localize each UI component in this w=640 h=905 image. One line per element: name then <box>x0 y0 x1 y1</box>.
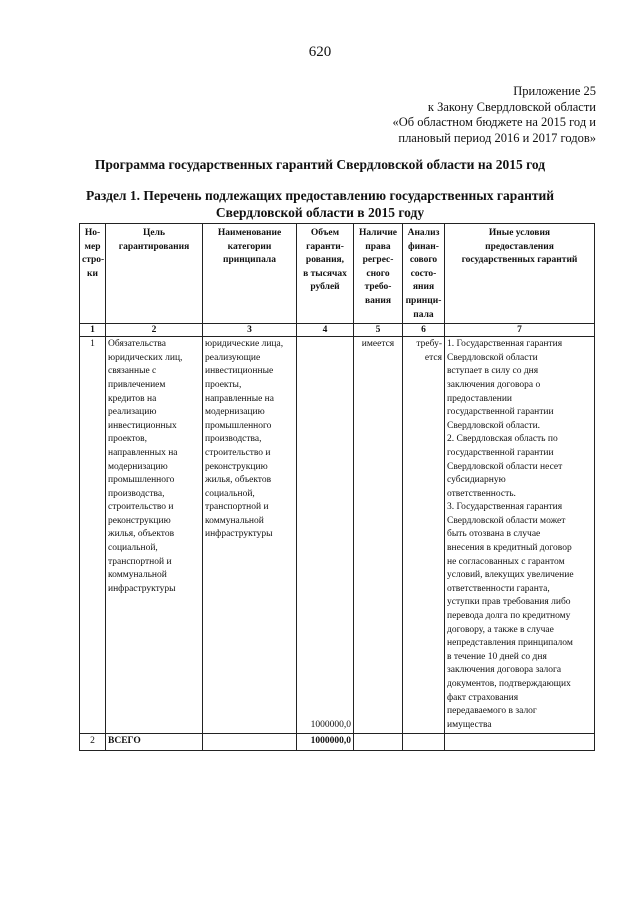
volume-cell: 1000000,0 <box>297 337 354 734</box>
annex-line: «Об областном бюджете на 2015 год и <box>392 115 596 129</box>
regress-cell: имеется <box>354 337 403 734</box>
row-number: 1 <box>80 337 106 734</box>
column-number: 1 <box>80 324 106 337</box>
header-purpose: Цель гарантирования <box>106 224 203 324</box>
total-volume: 1000000,0 <box>297 734 354 751</box>
section-title <box>0 187 640 221</box>
section-title-line: Свердловской области в 2015 году <box>215 205 425 220</box>
page-number: 620 <box>308 44 332 60</box>
column-number: 7 <box>445 324 595 337</box>
table-row <box>80 337 595 734</box>
table-header-row <box>80 224 595 324</box>
section-title-line: Раздел 1. Перечень подлежащих предоставлению государственных гарантий <box>85 188 555 203</box>
column-number: 4 <box>297 324 354 337</box>
header-volume: Объем гаранти- рования, в тысячах рублей <box>297 224 354 324</box>
column-number: 2 <box>106 324 203 337</box>
empty-cell <box>403 734 445 751</box>
empty-cell <box>354 734 403 751</box>
annex-block <box>296 84 596 146</box>
header-analysis: Анализ финан- сового состо- яния принци- пала <box>403 224 445 324</box>
guarantees-table <box>79 223 595 751</box>
header-conditions: Иные условия предоставления государственных гарантий <box>445 224 595 324</box>
analysis-cell: требу- ется <box>403 337 445 734</box>
purpose-cell: Обязательства юридических лиц, связанные с привлечением кредитов на реализацию инвестиционных проектов, направленных на модернизацию промышленного производства, строительство и реконструкцию жилья, объектов социальной, транспортной и коммунальной инфраструктуры <box>106 337 203 734</box>
column-number: 5 <box>354 324 403 337</box>
total-label: ВСЕГО <box>106 734 203 751</box>
header-regress: Наличие права регрес- сного требо- вания <box>354 224 403 324</box>
header-row-number: Но- мер стро- ки <box>80 224 106 324</box>
principal-category-cell: юридические лица, реализующие инвестиционные проекты, направленные на модернизацию промышленного производства, строительство и реконструкцию жилья, объектов социальной, транспортной и коммунальной инфраструктуры <box>203 337 297 734</box>
empty-cell <box>445 734 595 751</box>
column-number: 6 <box>403 324 445 337</box>
annex-line: Приложение 25 <box>513 84 596 98</box>
total-row <box>80 734 595 751</box>
annex-line: к Закону Свердловской области <box>427 99 596 114</box>
empty-cell <box>203 734 297 751</box>
program-title: Программа государственных гарантий Свердловской области на 2015 год <box>94 157 546 172</box>
conditions-cell: 1. Государственная гарантия Свердловской области вступает в силу со дня заключения договора о предоставлении государственной гарантии Свердловской области. 2. Свердловская область по государственной гарантии Свердловской области несет субсидиарную ответственность. 3. Государственная гарантия Свердловской области может быть отозвана в случае внесения в кредитный договор не согласованных с гарантом условий, влекущих увеличение ответственности гаранта, уступки прав требования либо перевода долга по кредитному договору, а также в случае непредставления принципалом в течение 10 дней со дня заключения договора залога документов, подтверждающих факт страхования передаваемого в залог имущества <box>445 337 595 734</box>
annex-line: плановый период 2016 и 2017 годов» <box>398 130 596 145</box>
column-number-row <box>80 324 595 337</box>
column-number: 3 <box>203 324 297 337</box>
header-principal-category: Наименование категории принципала <box>203 224 297 324</box>
total-row-number: 2 <box>80 734 106 751</box>
